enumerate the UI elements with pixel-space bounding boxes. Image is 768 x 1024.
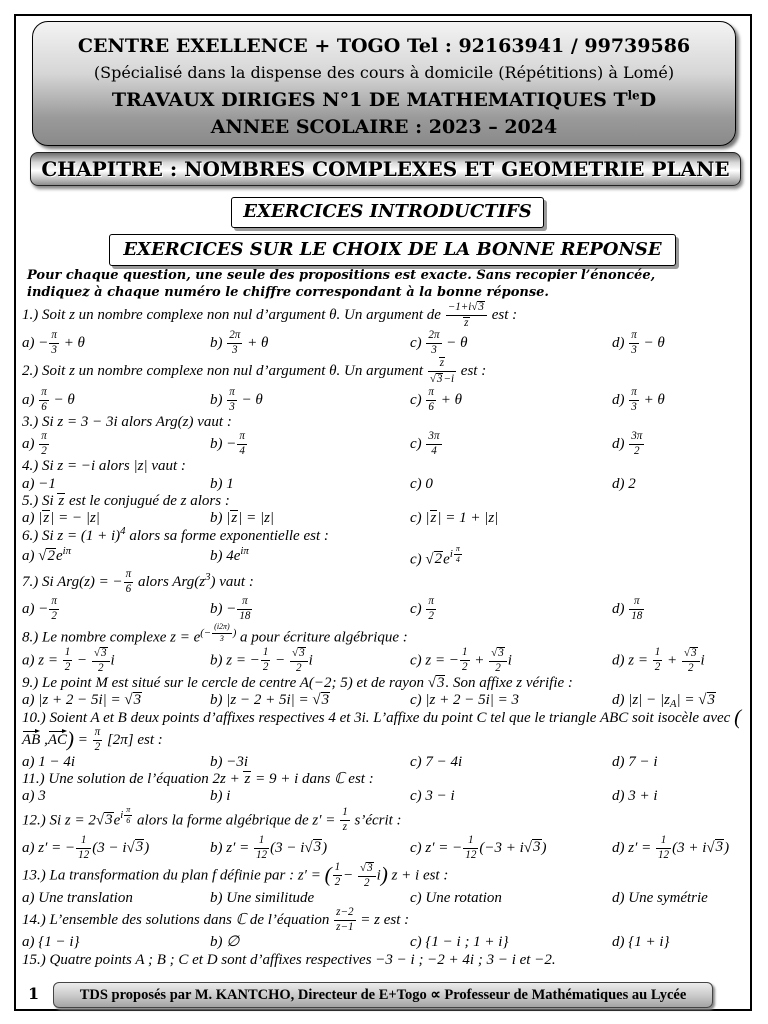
fraction-denominator: 2 — [334, 876, 341, 889]
question-7-option-d: d) $\frac{\pi}{18}$ — [612, 594, 643, 622]
fraction — [227, 330, 242, 357]
question-4-option-c: c) 0 — [410, 475, 433, 492]
fraction-denominator: √3−i — [429, 373, 455, 386]
question-13-option-d: d) Une symétrie — [612, 889, 708, 906]
large-parenthesis: ) — [380, 862, 388, 887]
fraction-denominator: 6 — [41, 400, 47, 413]
overline-expression: 2 — [434, 551, 443, 568]
question-2-option-d: d) $\frac{\pi}{3}$ + θ — [612, 385, 665, 413]
vector-notation: AC — [47, 731, 67, 748]
large-parenthesis: ( — [324, 862, 332, 887]
fraction-denominator: 2 — [654, 661, 661, 674]
fraction — [290, 647, 308, 675]
fraction — [124, 569, 134, 596]
fraction-denominator: 2 — [364, 876, 370, 889]
fraction — [93, 727, 103, 754]
fraction — [49, 596, 59, 623]
fraction-numerator: π — [124, 806, 132, 817]
fraction — [454, 545, 462, 565]
question-1-option-b: b) $\frac{2\pi}{3}$ + θ — [210, 329, 269, 357]
fraction — [629, 431, 644, 458]
fraction — [227, 387, 237, 414]
fraction-numerator: 3π — [426, 431, 441, 445]
question-3-option-d: d) $\frac{3\pi}{2}$ — [612, 430, 643, 458]
overline-expression: z — [43, 510, 50, 527]
section-title: EXERCICES INTRODUCTIFS — [231, 197, 544, 228]
fraction — [254, 835, 269, 862]
overline-expression: 3 — [436, 373, 443, 386]
fraction — [460, 647, 470, 674]
fraction-denominator: 12 — [465, 848, 477, 861]
question-3-option-b: b) − $\frac{\pi}{4}$ — [210, 430, 245, 458]
question-11-option-d: d) 3 + i — [612, 788, 658, 805]
overline-expression: 3 — [321, 692, 330, 709]
fraction-numerator: z−2 — [334, 907, 355, 921]
question-7-option-b: b) − $\frac{\pi}{18}$ — [210, 594, 251, 622]
fraction-numerator: π — [454, 545, 462, 556]
fraction-denominator: 2 — [296, 661, 302, 674]
question-8-stem: 8.) Le nombre complexe $z = e^{(- \frac{(i2\pi)}{3} )}$ a pour écriture algébrique : — [22, 622, 408, 646]
fraction-numerator: 1 — [76, 835, 91, 849]
question-10-option-b: b) −3i — [210, 753, 249, 770]
fraction-denominator — [446, 316, 487, 330]
fraction — [428, 357, 456, 386]
fraction — [426, 596, 436, 623]
overline-expression: 3 — [105, 812, 113, 829]
page-number: 1 — [28, 984, 40, 1003]
fraction — [653, 647, 663, 674]
header-school-description: (Spécialisé dans la dispense des cours à domicile (Répétitions) à Lomé) — [93, 63, 675, 82]
question-6-option-b: b) $4e^{i\pi}$ — [210, 545, 249, 565]
question-11-option-b: b) i — [210, 788, 231, 805]
overline-expression: z — [430, 510, 437, 527]
question-8-option-c: c) z = − $\frac{1}{2}$ + $\frac{√3}{2}$ i — [410, 646, 512, 674]
question-14-option-d: d) {1 + i} — [612, 934, 670, 951]
question-12-option-a: a) z′ = − $\frac{1}{12}$ (3 − i√3) — [22, 833, 150, 861]
question-7-stem: 7.) Si Arg(z) = − $\frac{\pi}{6}$ alors $Arg(z^3)$ vaut : — [22, 567, 254, 595]
fraction-numerator: 1 — [254, 835, 269, 849]
fraction-numerator: √3 — [489, 647, 507, 662]
superscript: iπ — [62, 545, 72, 558]
overline-expression: z — [464, 316, 469, 329]
question-4-option-b: b) 1 — [210, 475, 234, 492]
fraction-denominator: 2 — [64, 661, 71, 674]
fraction-numerator: 1 — [460, 647, 470, 661]
header-title-end: D — [639, 89, 657, 111]
fraction-numerator: 3π — [629, 431, 644, 445]
question-10-option-a: a) 1 − 4i — [22, 753, 76, 770]
fraction — [212, 623, 232, 643]
fraction-numerator: 1 — [261, 647, 271, 661]
superscript: 4 — [120, 524, 126, 537]
question-15-stem: 15.) Quatre points A ; B ; C et D sont d’affixes respectives −3 − i ; −2 + 4i ; 3 − i et −2. — [22, 951, 556, 968]
subscript: A — [669, 698, 677, 711]
fraction-denominator: 3 — [229, 400, 235, 413]
fraction — [682, 647, 700, 675]
superscript: i π 4 — [449, 543, 460, 565]
overline-expression: z — [231, 510, 238, 527]
question-7-options — [22, 596, 750, 623]
fraction-denominator: 12 — [256, 848, 268, 861]
question-1-option-d: d) $\frac{\pi}{3}$ − θ — [612, 329, 665, 357]
question-8-option-a: a) z = $\frac{1}{2}$ − $\frac{√3}{2}$ i — [22, 646, 115, 674]
instructions-line: indiquez à chaque numéro le chiffre correspondant à la bonne réponse. — [27, 285, 549, 300]
fraction-denominator: 12 — [658, 848, 670, 861]
question-14-option-b: b) ∅ — [210, 934, 240, 951]
question-12-option-b: b) z′ = $\frac{1}{12}$ (3 − i√3) — [210, 833, 328, 861]
question-14-stem: 14.) L’ensemble des solutions dans ℂ de l’équation $\frac{z-2}{z-1}$ = z est : — [22, 906, 410, 934]
fraction-denominator: 2 — [262, 661, 269, 674]
fraction-denominator: 3 — [219, 633, 224, 643]
question-14-option-a: a) {1 − i} — [22, 934, 80, 951]
fraction-numerator: √3 — [290, 647, 308, 662]
overline-expression: 3 — [436, 675, 445, 692]
fraction-numerator: π — [49, 330, 59, 344]
overline-expression: 3 — [133, 692, 142, 709]
question-6-option-c: c) $√2e^{i \frac{\pi}{4}}$ — [410, 545, 612, 569]
fraction-denominator: 4 — [239, 445, 245, 458]
overline-expression: 3 — [690, 646, 697, 659]
fraction-denominator: 2 — [687, 661, 694, 674]
fraction — [629, 387, 639, 414]
fraction — [629, 330, 639, 357]
fraction-numerator — [428, 357, 456, 372]
fraction-numerator: 1 — [656, 835, 671, 849]
fraction-numerator: π — [227, 387, 237, 401]
fraction — [333, 862, 343, 889]
fraction-numerator: π — [629, 596, 644, 610]
fraction-numerator: π — [39, 431, 49, 445]
question-13-option-c: c) Une rotation — [410, 889, 502, 906]
superscript: 3 — [205, 570, 211, 583]
question-8-option-b: b) z = − $\frac{1}{2}$ − $\frac{√3}{2}$ i — [210, 646, 313, 674]
header-box — [32, 21, 736, 146]
question-9-option-d: d) $|z| - |z_A| = √3$ — [612, 692, 716, 711]
superscript: iπ — [240, 545, 249, 558]
fraction — [489, 647, 507, 675]
subsection-title: EXERCICES SUR LE CHOIX DE LA BONNE REPONSE — [109, 234, 676, 266]
fraction-denominator: 6 — [125, 582, 132, 595]
overline-expression: 3 — [135, 839, 144, 856]
question-13-options — [22, 890, 750, 907]
fraction-denominator: 3 — [51, 344, 57, 357]
fraction-numerator: π — [237, 596, 252, 610]
fraction-numerator: 1 — [340, 807, 350, 821]
fraction — [92, 647, 110, 675]
question-4-option-a: a) −1 — [22, 475, 56, 492]
fraction-numerator: 1 — [63, 647, 73, 661]
overline-expression: 2 — [47, 548, 55, 565]
question-4-stem: 4.) Si z = −i alors |z| vaut : — [22, 458, 186, 475]
fraction-denominator: 2 — [634, 445, 640, 458]
large-parenthesis: ) — [67, 726, 74, 751]
fraction-denominator: 3 — [631, 400, 637, 413]
fraction-numerator: π — [629, 387, 639, 401]
fraction-numerator: π — [426, 596, 436, 610]
header-title-main: TRAVAUX DIRIGES N°1 DE MATHEMATIQUES T — [111, 89, 628, 111]
fraction — [237, 431, 247, 458]
question-5-option-a: a) |z| = − |z| — [22, 510, 100, 527]
question-5-options — [22, 510, 750, 527]
superscript: (− (i2π) 3 ) — [200, 622, 237, 643]
fraction-numerator: π — [39, 387, 49, 401]
fraction-numerator: π — [49, 596, 59, 610]
question-3-options — [22, 431, 750, 458]
fraction-numerator: π — [629, 330, 639, 344]
question-4-options — [22, 476, 750, 493]
fraction-numerator: 1 — [333, 862, 343, 876]
instructions — [27, 267, 749, 301]
fraction — [358, 862, 376, 890]
fraction-denominator: 2 — [51, 609, 57, 622]
fraction — [237, 596, 252, 623]
fraction — [446, 301, 487, 330]
header-school-year: ANNEE SCOLAIRE : 2023 – 2024 — [210, 116, 558, 138]
question-12-option-c: c) z′ = − $\frac{1}{12}$ (−3 + i√3) — [410, 833, 547, 861]
question-12-stem: 12.) Si $z = 2√3e^{i \frac{\pi}{6}}$ alors la forme algébrique de z′ = $\frac{1}{z}$ s’écrit : — [22, 804, 402, 834]
question-7-option-a: a) − $\frac{\pi}{2}$ — [22, 594, 57, 622]
fraction-numerator: 1 — [463, 835, 478, 849]
fraction — [76, 835, 91, 862]
overline-expression: 3 — [715, 839, 724, 856]
question-4-option-d: d) 2 — [612, 475, 636, 492]
fraction-numerator: √3 — [92, 647, 110, 662]
fraction — [261, 647, 271, 674]
fraction-numerator: π — [124, 569, 134, 583]
fraction-denominator: z−1 — [336, 921, 354, 934]
question-2-option-c: c) $\frac{\pi}{6}$ + θ — [410, 385, 462, 413]
fraction-denominator: 18 — [631, 609, 643, 622]
question-9-options — [22, 692, 750, 709]
fraction — [656, 835, 671, 862]
question-6-options — [22, 545, 750, 569]
overline-expression: 3 — [707, 692, 716, 709]
question-12-options — [22, 835, 750, 862]
question-13-option-a: a) Une translation — [22, 889, 133, 906]
fraction-denominator: 2 — [428, 609, 434, 622]
large-parenthesis: ( — [734, 704, 742, 729]
header-school-contact: CENTRE EXELLENCE + TOGO Tel : 92163941 / 99739586 — [77, 35, 691, 57]
question-1-option-a: a) − $\frac{\pi}{3}$ + θ — [22, 329, 85, 357]
header-document-title — [33, 87, 735, 113]
fraction-denominator: z — [342, 821, 348, 834]
question-12-option-d: d) z′ = $\frac{1}{12}$ (3 + i√3) — [612, 833, 730, 861]
question-11-option-a: a) 3 — [22, 788, 46, 805]
overline-expression: 3 — [299, 646, 305, 659]
question-13-stem: 13.) La transformation du plan f définie par : z′ = ( $\frac{1}{2}$ − $\frac{√3}{2}$ i) z + i est : — [22, 861, 449, 889]
fraction-numerator: √3 — [358, 862, 376, 877]
instructions-line: Pour chaque question, une seule des propositions est exacte. Sans recopier l’énoncée, — [27, 268, 656, 283]
question-9-option-c: c) |z + 2 − 5i| = 3 — [410, 692, 520, 709]
fraction — [63, 647, 73, 674]
fraction — [340, 807, 350, 834]
fraction — [39, 387, 49, 414]
question-2-stem: 2.) Soit z un nombre complexe non nul d’argument θ. Un argument $\frac{z}{√3-i}$ est : — [22, 357, 487, 386]
fraction — [426, 330, 441, 357]
fraction-denominator: 3 — [631, 344, 637, 357]
fraction-numerator: 1 — [653, 647, 663, 661]
question-11-options — [22, 788, 750, 805]
overline-expression: 3 — [533, 839, 541, 856]
overline-expression: z — [244, 771, 251, 788]
question-9-option-a: a) |z + 2 − 5i| = √3 — [22, 692, 142, 709]
question-11-option-c: c) 3 − i — [410, 788, 455, 805]
fraction-denominator: 18 — [239, 609, 251, 622]
question-5-option-c: c) |z| = 1 + |z| — [410, 510, 499, 527]
question-7-option-c: c) $\frac{\pi}{2}$ — [410, 594, 434, 622]
question-1-stem: 1.) Soit z un nombre complexe non nul d’argument θ. Un argument de $\frac{-1+i√3}{z}$ est : — [22, 301, 518, 329]
fraction-numerator: 2π — [227, 330, 242, 344]
fraction — [334, 907, 355, 934]
fraction-denominator: 4 — [455, 555, 460, 565]
header-title-superscript: le — [627, 88, 640, 103]
overline-expression: 3 — [498, 646, 504, 659]
fraction — [463, 835, 478, 862]
question-1-option-c: c) $\frac{2\pi}{3}$ − θ — [410, 329, 468, 357]
question-10-option-d: d) 7 − i — [612, 753, 658, 770]
overline-expression: z — [58, 492, 65, 509]
fraction-denominator: 2 — [461, 661, 468, 674]
fraction-denominator: 3 — [232, 344, 238, 357]
fraction-numerator: √3 — [682, 647, 700, 662]
fraction — [39, 431, 49, 458]
fraction-denominator: 3 — [431, 344, 437, 357]
question-14-option-c: c) {1 − i ; 1 + i} — [410, 934, 509, 951]
question-9-option-b: b) |z − 2 + 5i| = √3 — [210, 692, 330, 709]
question-3-option-a: a) $\frac{\pi}{2}$ — [22, 430, 47, 458]
question-13-option-b: b) Une similitude — [210, 889, 315, 906]
question-list — [22, 301, 750, 969]
superscript: i π 6 — [120, 804, 131, 826]
fraction — [124, 806, 132, 826]
fraction-denominator: 4 — [431, 445, 437, 458]
overline-expression: 3 — [100, 646, 107, 659]
question-3-stem: 3.) Si z = 3 − 3i alors Arg(z) vaut : — [22, 413, 232, 430]
fraction-denominator: 2 — [97, 661, 104, 674]
chapter-title: CHAPITRE : NOMBRES COMPLEXES ET GEOMETRIE PLANE — [30, 152, 741, 186]
question-8-options — [22, 647, 750, 675]
question-3-option-c: c) $\frac{3\pi}{4}$ — [410, 430, 440, 458]
fraction — [49, 330, 59, 357]
question-10-option-c: c) 7 − 4i — [410, 753, 463, 770]
question-5-stem: 5.) Si z est le conjugué de z alors : — [22, 492, 230, 509]
fraction — [629, 596, 644, 623]
footer-credit: TDS proposés par M. KANTCHO, Directeur de E+Togo ∝ Professeur de Mathématiques au Lycée — [53, 982, 713, 1008]
fraction-numerator: π — [93, 727, 103, 741]
overline-expression: 3 — [478, 301, 484, 313]
fraction-numerator: −1+i√3 — [446, 301, 487, 316]
question-14-options — [22, 934, 750, 951]
fraction-numerator: π — [426, 387, 436, 401]
overline-expression: 3 — [367, 861, 373, 874]
question-10-stem: 10.) Soient A et B deux points d’affixes respectives 4 et 3i. L’affixe du point C tel que le triangle ABC soit isocèle avec (AB ,AC) = $\frac{\pi}{2}$ [2π] est : — [22, 704, 742, 753]
question-10-options — [22, 754, 750, 771]
fraction-denominator: 2 — [94, 740, 101, 753]
fraction-denominator: 12 — [78, 848, 90, 861]
question-5-option-b: b) |z| = |z| — [210, 510, 275, 527]
fraction-denominator: 6 — [428, 400, 434, 413]
question-2-option-b: b) $\frac{\pi}{3}$ − θ — [210, 385, 263, 413]
fraction-denominator: 6 — [126, 816, 131, 826]
question-11-stem: 11.) Une solution de l’équation 2z + z = 9 + i dans ℂ est : — [22, 771, 374, 788]
fraction-numerator: (i2π) — [212, 623, 232, 634]
question-2-option-a: a) $\frac{\pi}{6}$ − θ — [22, 385, 75, 413]
vector-notation: AB — [22, 731, 41, 748]
fraction-numerator: 2π — [426, 330, 441, 344]
question-8-option-d: d) z = $\frac{1}{2}$ + $\frac{√3}{2}$ i — [612, 646, 705, 674]
fraction-denominator: 2 — [41, 445, 47, 458]
fraction — [426, 387, 436, 414]
question-2-options — [22, 387, 750, 414]
question-6-option-a: a) $√2e^{i\pi}$ — [22, 545, 72, 565]
fraction-denominator: 2 — [495, 661, 501, 674]
question-9-stem: 9.) Le point M est situé sur le cercle de centre A(−2; 5) et de rayon √3. Son affixe z vérifie : — [22, 675, 573, 692]
overline-expression: 3 — [313, 839, 322, 856]
question-1-options — [22, 330, 750, 357]
question-6-stem: 6.) Si $z = (1 + i)^4$ alors sa forme exponentielle est : — [22, 524, 329, 544]
fraction-numerator: π — [237, 431, 247, 445]
fraction — [426, 431, 441, 458]
overline-expression: z — [439, 357, 445, 370]
